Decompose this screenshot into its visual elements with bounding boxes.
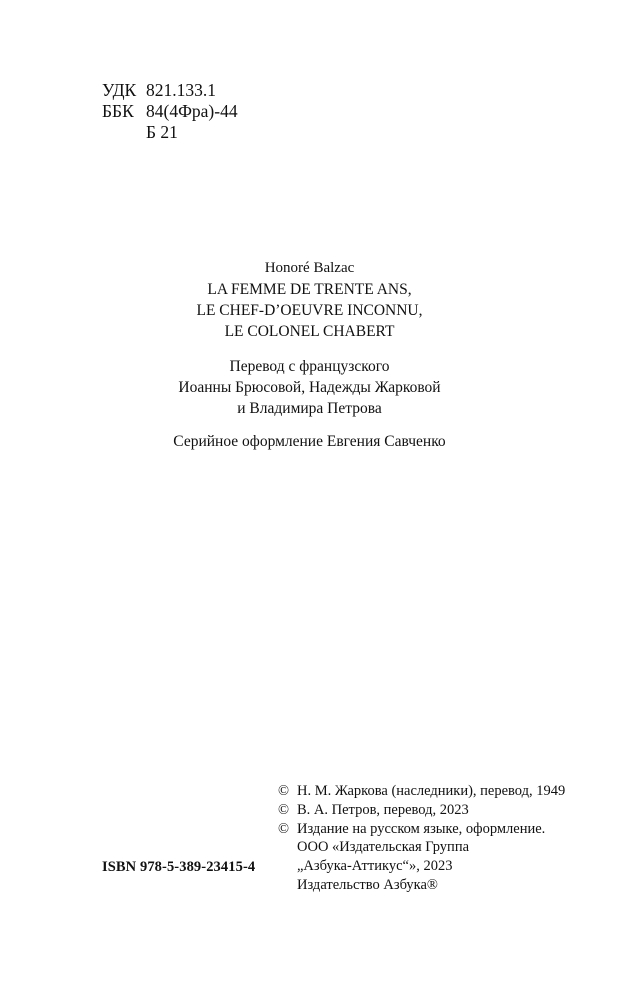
- copyright-symbol: ©: [278, 783, 290, 799]
- translation-line-1: Перевод с французского: [229, 358, 390, 375]
- publisher-line-1: ООО «Издательская Группа: [297, 839, 470, 856]
- translation-line-3: и Владимира Петрова: [237, 400, 382, 417]
- copyright-text: В. А. Петров, перевод, 2023: [297, 801, 469, 818]
- title-block: [0, 258, 619, 452]
- author-mark: Б 21: [146, 122, 178, 142]
- translation-line-2: Иоанны Брюсовой, Надежды Жарковой: [178, 379, 441, 396]
- isbn: ISBN 978-5-389-23415-4: [102, 859, 256, 875]
- original-title-1: LA FEMME DE TRENTE ANS,: [207, 281, 412, 298]
- udk-label: УДК: [102, 80, 137, 100]
- publisher-line-3: Издательство Азбука®: [297, 876, 438, 893]
- classification-block: [102, 80, 238, 143]
- copyright-block: [278, 782, 565, 895]
- copyright-entry: [278, 801, 565, 820]
- copyright-symbol: ©: [278, 820, 290, 837]
- copyright-text: Издание на русском языке, оформление.: [297, 820, 546, 837]
- original-title-2: LE CHEF-D’OEUVRE INCONNU,: [196, 302, 423, 319]
- copyright-entry: [278, 782, 565, 801]
- copyright-symbol: ©: [278, 801, 290, 818]
- bbk-value: 84(4Фра)-44: [146, 101, 238, 121]
- copyright-text: Н. М. Жаркова (наследники), перевод, 1949: [297, 783, 566, 799]
- copyright-entry: [278, 820, 565, 839]
- author-mark-row: [102, 122, 238, 143]
- publisher-line-2: „Азбука-Аттикус“», 2023: [297, 858, 453, 875]
- series-design-credit: Серийное оформление Евгения Савченко: [173, 433, 446, 450]
- udk-row: [102, 80, 238, 101]
- bbk-label: ББК: [102, 101, 134, 121]
- udk-value: 821.133.1: [146, 80, 216, 100]
- original-author: Honoré Balzac: [264, 260, 355, 276]
- original-title-3: LE COLONEL CHABERT: [224, 323, 395, 340]
- bbk-row: [102, 101, 238, 122]
